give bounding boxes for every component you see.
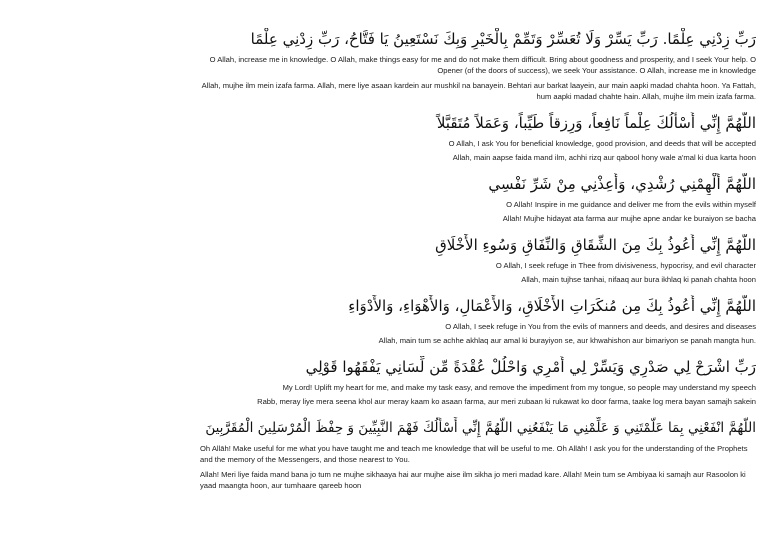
dua-item: [200, 234, 756, 285]
english-translation: My Lord! Uplift my heart for me, and make my task easy, and remove the impediment from my tongue, so people may understand my speech: [282, 383, 756, 392]
urdu-transliteration: Allah! Mujhe hidayat ata farma aur mujhe apne andar ke buraiyon se bacha: [502, 213, 756, 223]
arabic-text: اللَّهُمَّ انْفَعْنِي بِمَا عَلَّمْتَنِي وَ عَلِّمْنِي مَا يَنْفَعُنِي اللَّهُمَّ إِنِّي أَسْأَلُكَ فَهْمَ النَّبِيِّينَ وَ حِفْظَ الْمُرْسَلِينَ الْمُقَرَّبِينَ: [205, 420, 756, 436]
urdu-transliteration: Allah, main tujhse tanhai, nifaaq aur bura ikhlaq ki panah chahta hoon: [521, 274, 756, 284]
english-translation: O Allah, I seek refuge in Thee from divisiveness, hypocrisy, and evil character: [495, 261, 756, 270]
urdu-transliteration: Allah, mujhe ilm mein izafa farma. Allah, mere liye asaan kardein aur mushkil na banayein. Behtari aur barkat laayein, aur main aapki madad chahta hoon. Ya Fattah, hum aapki madad chahte hain. Allah, mujhe ilm mein izafa farma.: [201, 81, 756, 101]
urdu-transliteration: Allah, main aapse faida mand ilm, achhi rizq aur qabool hony wale a'mal ki dua karta hoon: [452, 152, 756, 162]
dua-item: [200, 356, 756, 407]
arabic-text: رَبِّ اشْرَحْ لِي صَدْرِي وَيَسِّرْ لِي أَمْرِي وَاحْلُلْ عُقْدَةً مِّن لِّسَانِي يَفْقَهُوا قَوْلِي: [305, 358, 756, 376]
english-translation: Oh Allāh! Make useful for me what you have taught me and teach me knowledge that will be useful to me. Oh Allāh! I ask you for the understanding of the Prophets and the memory of the Messengers, and those nearest to You.: [200, 444, 748, 464]
dua-list: [200, 28, 756, 501]
dua-item: [200, 173, 756, 224]
urdu-transliteration: Rabb, meray liye mera seena khol aur meray kaam ko asaan farma, aur meri zubaan ki rukawat ko door farma, taake log mera bayan samajh sakein: [257, 396, 756, 406]
arabic-text: اللَّهُمَّ أَلْهِمْنِي رُشْدِي، وَأَعِذْنِي مِنْ شَرِّ نَفْسِي: [488, 175, 756, 193]
urdu-transliteration: Allah! Meri liye faida mand bana jo tum ne mujhe sikhaaya hai aur mujhe aise ilm sikha jo meri madad kare. Allah! Mein tum se Ambiyaa ki samajh aur Rasoolon ki yaad maangta hoon, aur tumhaare qareeb hoon: [200, 470, 746, 490]
arabic-text: اللَّهُمَّ إِنِّي أَعُوذُ بِكَ مِن مُنكَرَاتِ الأَخْلَاقِ، وَالأَعْمَالِ، وَالأَهْوَاءِ، وَالأَدْوَاءِ: [348, 297, 756, 315]
english-translation: O Allah, I ask You for beneficial knowledge, good provision, and deeds that will be accepted: [448, 139, 756, 148]
english-translation: O Allah, I seek refuge in You from the evils of manners and deeds, and desires and diseases: [445, 322, 756, 331]
arabic-text: اللَّهُمَّ إِنِّي أَعُوذُ بِكَ مِنَ الشِّقَاقِ وَالنِّفَاقِ وَسُوءِ الأَخْلَاقِ: [435, 236, 756, 254]
dua-item: [200, 28, 756, 102]
urdu-transliteration: Allah, main tum se achhe akhlaq aur amal ki burayiyon se, aur khwahishon aur bimariyon se panah mangta hun.: [378, 335, 756, 345]
dua-item: [200, 112, 756, 163]
english-translation: O Allah, increase me in knowledge. O Allah, make things easy for me and do not make them difficult. Bring about goodness and prosperity, and I seek Your help. O Opener (of the doors of success), we seek Your assistance. O Allah, increase me in knowledge: [209, 55, 756, 75]
dua-item: [200, 295, 756, 346]
dua-item: [200, 417, 756, 491]
english-translation: O Allah! Inspire in me guidance and deliver me from the evils within myself: [506, 200, 756, 209]
arabic-text: رَبِّ زِدْنِي عِلْمًا. رَبِّ يَسِّرْ وَلَا تُعَسِّرْ وَتَمِّمْ بِالْخَيْرِ وَبِكَ نَسْتَعِينُ يَا فَتَّاحُ، رَبِّ زِدْنِي عِلْمًا: [250, 30, 756, 48]
arabic-text: اللَّهُمَّ إِنِّي أَسْأَلُكَ عِلْماً نَافِعاً، وَرِزقاً طَيِّباً، وَعَمَلاً مُتَقَبَّلاً: [436, 114, 756, 132]
